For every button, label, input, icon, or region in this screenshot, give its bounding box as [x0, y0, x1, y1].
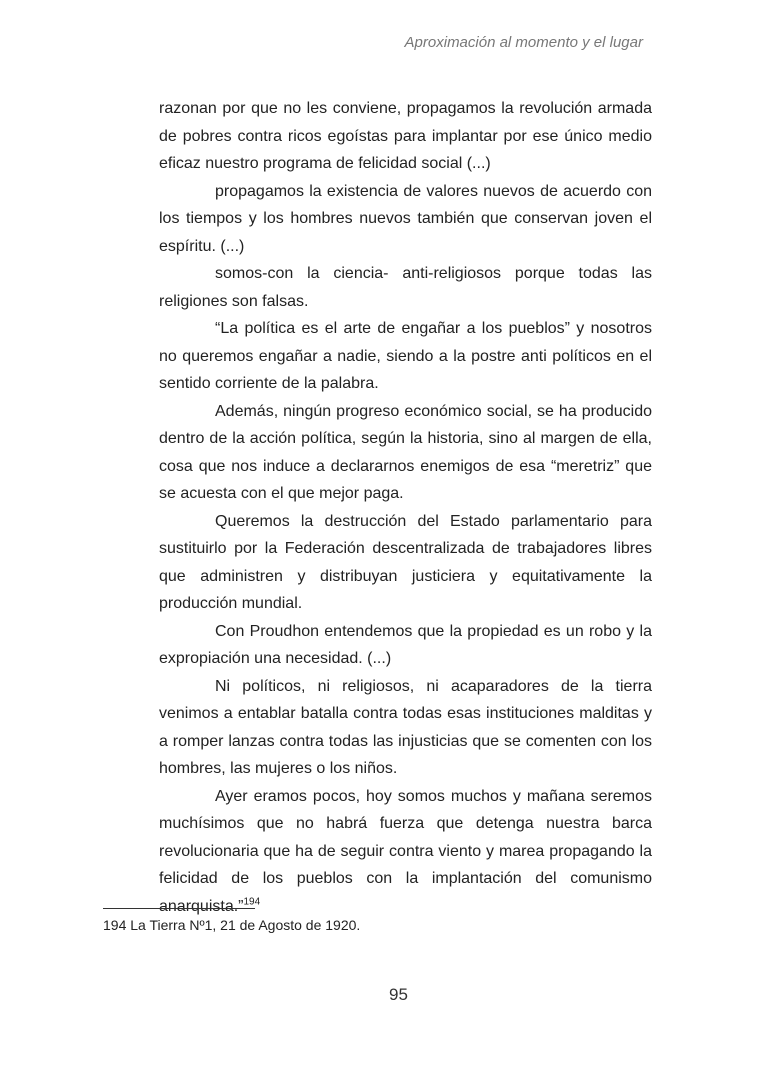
paragraph-9 — [159, 783, 652, 921]
paragraph-7: Con Proudhon entendemos que la propiedad es un robo y la expropiación una necesidad. (...) — [159, 622, 652, 667]
footnote-194: 194 La Tierra Nº1, 21 de Agosto de 1920. — [103, 917, 361, 933]
paragraph-6: Queremos la destrucción del Estado parlamentario para sustituirlo por la Federación descentralizada de trabajadores libres que administren y distribuyan justiciera y equitativamente la producción mundial. — [159, 512, 652, 612]
paragraph-5: Además, ningún progreso económico social, se ha producido dentro de la acción política, según la historia, sino al margen de ella, cosa que nos induce a declararnos enemigos de esa “meretriz” que se acuesta con el que mejor paga. — [159, 402, 652, 502]
page-number: 95 — [389, 985, 408, 1004]
paragraph-2: propagamos la existencia de valores nuevos de acuerdo con los tiempos y los hombres nuevos también que conservan joven el espíritu. (...) — [159, 182, 652, 255]
running-header-title: Aproximación al momento y el lugar — [404, 34, 643, 51]
paragraph-8: Ni políticos, ni religiosos, ni acaparadores de la tierra venimos a entablar batalla contra todas esas instituciones malditas y a romper lanzas contra todas las injusticias que se comenten con los hombres, las mujeres o los niños. — [159, 677, 652, 777]
paragraph-1: razonan por que no les conviene, propagamos la revolución armada de pobres contra ricos egoístas para implantar por ese único medio eficaz nuestro programa de felicidad social (...) — [159, 100, 652, 172]
paragraph-4: “La política es el arte de engañar a los pueblos” y nosotros no queremos engañar a nadie, siendo a la postre anti políticos en el sentido corriente de la palabra. — [159, 320, 652, 392]
body-text — [159, 95, 652, 920]
paragraph-9-text: Ayer eramos pocos, hoy somos muchos y mañana seremos muchísimos que no habrá fuerza que detenga nuestra barca revolucionaria que ha de seguir contra viento y marea propagando la felicidad de los pueblos con la implantación del comunismo anarquista.” — [159, 787, 652, 915]
footnote-divider — [103, 908, 255, 909]
paragraph-3: somos-con la ciencia- anti-religiosos porque todas las religiones son falsas. — [159, 265, 652, 310]
footnote-reference-marker[interactable]: 194 — [243, 896, 261, 908]
